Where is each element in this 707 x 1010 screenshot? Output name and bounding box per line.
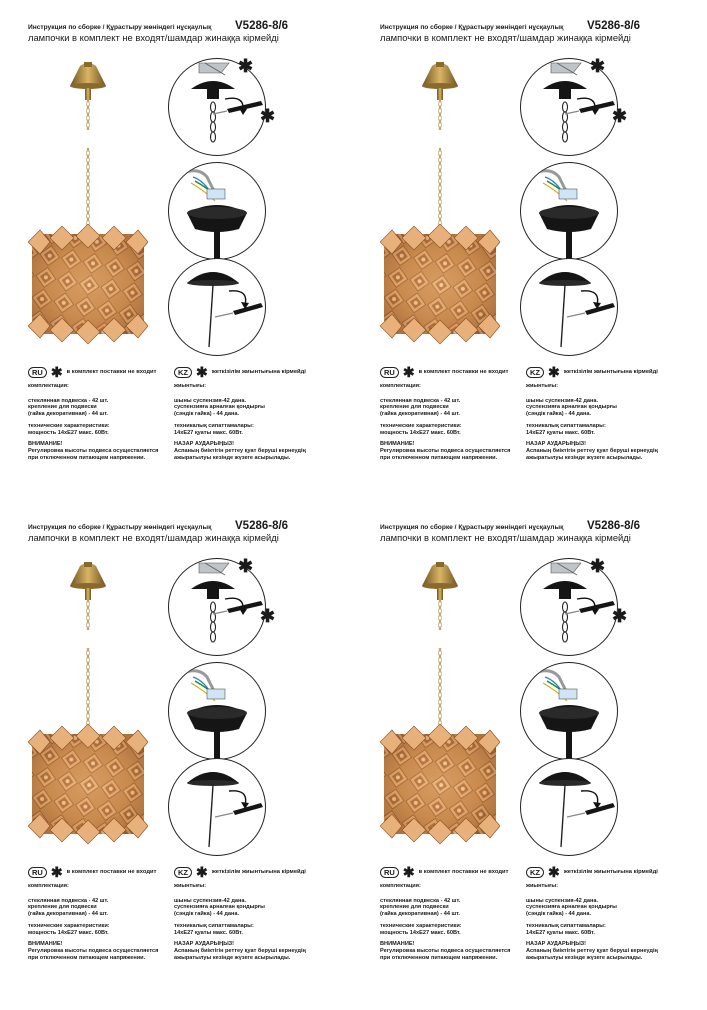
tech-label: технические характеристики:	[28, 922, 110, 929]
step-canopy-mount	[168, 258, 266, 356]
warning-line: Регулировка высоты подвеса осуществляется	[28, 947, 159, 954]
asterisk-icon: ✱	[590, 556, 606, 576]
kit-item: суспензияға арналған қондырғы	[526, 904, 617, 911]
not-included-note: жеткізілім жиынтығына кірмейді	[563, 869, 658, 875]
kit-label: жиынтығы:	[526, 883, 559, 889]
kit-item: суспензияға арналған қондырғы	[174, 904, 265, 911]
asterisk-icon: ✱	[590, 56, 606, 76]
header-title: Инструкция по сборке / Құрастыру жөніндегі нұсқаулық	[28, 24, 212, 31]
chandelier-illustration	[380, 62, 500, 352]
step-wiring	[168, 162, 266, 260]
tech-label: техникалық сипаттамалары:	[174, 922, 254, 929]
warning-label: НАЗАР АУДАРЫҢЫЗ!	[526, 441, 587, 448]
tech-value: мощность 14хЕ27 макс. 60Вт.	[28, 929, 109, 936]
kit-item: (сәндік гайка) - 44 дана.	[174, 411, 240, 418]
kit-label: комплектация:	[380, 383, 421, 389]
tech-label: техникалық сипаттамалары:	[526, 922, 606, 929]
lang-badge-ru: RU	[380, 867, 399, 878]
asterisk-icon: ✱	[402, 364, 415, 380]
header-title: Инструкция по сборке / Құрастыру жөніндегі нұсқаулық	[380, 524, 564, 531]
kit-item: (сәндік гайка) - 44 дана.	[526, 411, 592, 418]
asterisk-icon: ✱	[50, 364, 63, 380]
step-canopy-mount	[520, 258, 618, 356]
kit-item: стеклянная подвеска - 42 шт.	[28, 897, 109, 904]
kit-label: комплектация:	[28, 883, 69, 889]
asterisk-icon: ✱	[548, 864, 560, 880]
warning-line: Регулировка высоты подвеса осуществляется	[28, 447, 159, 454]
lang-badge-kz: KZ	[526, 867, 544, 878]
asterisk-icon: ✱	[196, 864, 208, 880]
assembly-steps	[168, 558, 278, 848]
tech-label: технические характеристики:	[28, 422, 110, 429]
kit-item: (гайка декоративная) - 44 шт.	[380, 911, 460, 918]
kit-label: жиынтығы:	[174, 883, 207, 889]
warning-line: Регулировка высоты подвеса осуществляется	[380, 947, 511, 954]
asterisk-icon: ✱	[238, 56, 254, 76]
kit-item: суспензияға арналған қондырғы	[526, 404, 617, 411]
tech-label: технические характеристики:	[380, 922, 462, 929]
step-wiring	[168, 662, 266, 760]
tech-value: мощность 14хЕ27 макс. 60Вт.	[380, 429, 461, 436]
not-included-note: в комплект поставки не входит	[66, 869, 157, 875]
assembly-steps	[520, 58, 630, 348]
kit-label: жиынтығы:	[174, 383, 207, 389]
kit-label: комплектация:	[380, 883, 421, 889]
warning-line: Аспаның биіктігін реттеу қуат беруші кернеудің	[526, 447, 658, 454]
tech-value: мощность 14хЕ27 макс. 60Вт.	[380, 929, 461, 936]
warning-line: ажыратылуы кезінде жүзеге асырылады.	[526, 954, 643, 961]
kit-item: стеклянная подвеска - 42 шт.	[380, 897, 461, 904]
instruction-sheet	[380, 520, 707, 1010]
warning-label: ВНИМАНИЕ!	[28, 941, 63, 948]
kit-item: крепление для подвески	[380, 904, 449, 911]
warning-label: НАЗАР АУДАРЫҢЫЗ!	[526, 941, 587, 948]
kit-item: шыны суспензия-42 дана.	[526, 897, 599, 904]
kit-item: (сәндік гайка) - 44 дана.	[526, 911, 592, 918]
chandelier-illustration	[28, 62, 148, 352]
ru-section	[380, 865, 520, 961]
kit-item: стеклянная подвеска - 42 шт.	[380, 397, 461, 404]
warning-line: ажыратылуы кезінде жүзеге асырылады.	[174, 954, 291, 961]
asterisk-icon: ✱	[548, 364, 560, 380]
not-included-note: в комплект поставки не входит	[66, 369, 157, 375]
warning-line: ажыратылуы кезінде жүзеге асырылады.	[174, 454, 291, 461]
ru-section	[28, 365, 168, 461]
assembly-steps	[168, 58, 278, 348]
not-included-note: жеткізілім жиынтығына кірмейді	[211, 369, 306, 375]
warning-label: ВНИМАНИЕ!	[28, 441, 63, 448]
header-subtitle: лампочки в комплект не входят/шамдар жинаққа кірмейді	[380, 32, 631, 43]
kz-section	[526, 365, 707, 461]
warning-line: Аспаның биіктігін реттеу қуат беруші кернеудің	[174, 947, 306, 954]
kit-item: суспензияға арналған қондырғы	[174, 404, 265, 411]
assembly-steps	[520, 558, 630, 848]
kit-item: крепление для подвески	[380, 404, 449, 411]
warning-line: при отключенном питающем напряжении.	[28, 454, 146, 461]
lang-badge-kz: KZ	[174, 367, 192, 378]
chandelier-illustration	[380, 562, 500, 852]
kit-item: крепление для подвески	[28, 404, 97, 411]
tech-value: мощность 14хЕ27 макс. 60Вт.	[28, 429, 109, 436]
tech-value: 14хЕ27 қуаты макс. 60Вт.	[526, 429, 595, 436]
asterisk-icon: ✱	[260, 106, 276, 126]
kit-item: стеклянная подвеска - 42 шт.	[28, 397, 109, 404]
not-included-note: в комплект поставки не входит	[418, 369, 509, 375]
ru-section	[380, 365, 520, 461]
kit-item: (гайка декоративная) - 44 шт.	[28, 411, 108, 418]
tech-value: 14хЕ27 қуаты макс. 60Вт.	[174, 929, 243, 936]
kz-section	[174, 365, 374, 461]
kz-section	[174, 865, 374, 961]
warning-line: Регулировка высоты подвеса осуществляется	[380, 447, 511, 454]
instruction-sheet	[28, 20, 373, 510]
kit-item: (сәндік гайка) - 44 дана.	[174, 911, 240, 918]
asterisk-icon: ✱	[50, 864, 63, 880]
not-included-note: жеткізілім жиынтығына кірмейді	[563, 369, 658, 375]
not-included-note: в комплект поставки не входит	[418, 869, 509, 875]
asterisk-icon: ✱	[196, 364, 208, 380]
warning-label: ВНИМАНИЕ!	[380, 941, 415, 948]
step-canopy-mount	[168, 758, 266, 856]
model-number: V5286-8/6	[235, 20, 289, 32]
asterisk-icon: ✱	[260, 606, 276, 626]
warning-label: НАЗАР АУДАРЫҢЫЗ!	[174, 941, 235, 948]
kit-item: шыны суспензия-42 дана.	[174, 897, 247, 904]
kit-label: жиынтығы:	[526, 383, 559, 389]
tech-value: 14хЕ27 қуаты макс. 60Вт.	[174, 429, 243, 436]
header-subtitle: лампочки в комплект не входят/шамдар жинаққа кірмейді	[28, 32, 279, 43]
tech-label: техникалық сипаттамалары:	[526, 422, 606, 429]
asterisk-icon: ✱	[402, 864, 415, 880]
kit-item: крепление для подвески	[28, 904, 97, 911]
model-number: V5286-8/6	[587, 20, 641, 32]
asterisk-icon: ✱	[612, 106, 628, 126]
model-number: V5286-8/6	[235, 520, 289, 532]
instruction-sheet	[28, 520, 373, 1010]
header-subtitle: лампочки в комплект не входят/шамдар жинаққа кірмейді	[28, 532, 279, 543]
asterisk-icon: ✱	[612, 606, 628, 626]
warning-line: Аспаның биіктігін реттеу қуат беруші кернеудің	[526, 947, 658, 954]
tech-label: техникалық сипаттамалары:	[174, 422, 254, 429]
tech-label: технические характеристики:	[380, 422, 462, 429]
chandelier-illustration	[28, 562, 148, 852]
step-canopy-mount	[520, 758, 618, 856]
lang-badge-ru: RU	[380, 367, 399, 378]
model-number: V5286-8/6	[587, 520, 641, 532]
warning-line: при отключенном питающем напряжении.	[28, 954, 146, 961]
lang-badge-kz: KZ	[526, 367, 544, 378]
lang-badge-kz: KZ	[174, 867, 192, 878]
kit-item: шыны суспензия-42 дана.	[526, 397, 599, 404]
warning-label: ВНИМАНИЕ!	[380, 441, 415, 448]
header-title: Инструкция по сборке / Құрастыру жөніндегі нұсқаулық	[380, 24, 564, 31]
kit-item: (гайка декоративная) - 44 шт.	[28, 911, 108, 918]
warning-line: при отключенном питающем напряжении.	[380, 954, 498, 961]
warning-line: при отключенном питающем напряжении.	[380, 454, 498, 461]
warning-line: ажыратылуы кезінде жүзеге асырылады.	[526, 454, 643, 461]
not-included-note: жеткізілім жиынтығына кірмейді	[211, 869, 306, 875]
kit-item: шыны суспензия-42 дана.	[174, 397, 247, 404]
header-subtitle: лампочки в комплект не входят/шамдар жинаққа кірмейді	[380, 532, 631, 543]
kit-label: комплектация:	[28, 383, 69, 389]
step-wiring	[520, 662, 618, 760]
step-wiring	[520, 162, 618, 260]
kit-item: (гайка декоративная) - 44 шт.	[380, 411, 460, 418]
ru-section	[28, 865, 168, 961]
tech-value: 14хЕ27 қуаты макс. 60Вт.	[526, 929, 595, 936]
warning-line: Аспаның биіктігін реттеу қуат беруші кернеудің	[174, 447, 306, 454]
header-title: Инструкция по сборке / Құрастыру жөніндегі нұсқаулық	[28, 524, 212, 531]
instruction-sheet	[380, 20, 707, 510]
warning-label: НАЗАР АУДАРЫҢЫЗ!	[174, 441, 235, 448]
asterisk-icon: ✱	[238, 556, 254, 576]
kz-section	[526, 865, 707, 961]
lang-badge-ru: RU	[28, 867, 47, 878]
lang-badge-ru: RU	[28, 367, 47, 378]
